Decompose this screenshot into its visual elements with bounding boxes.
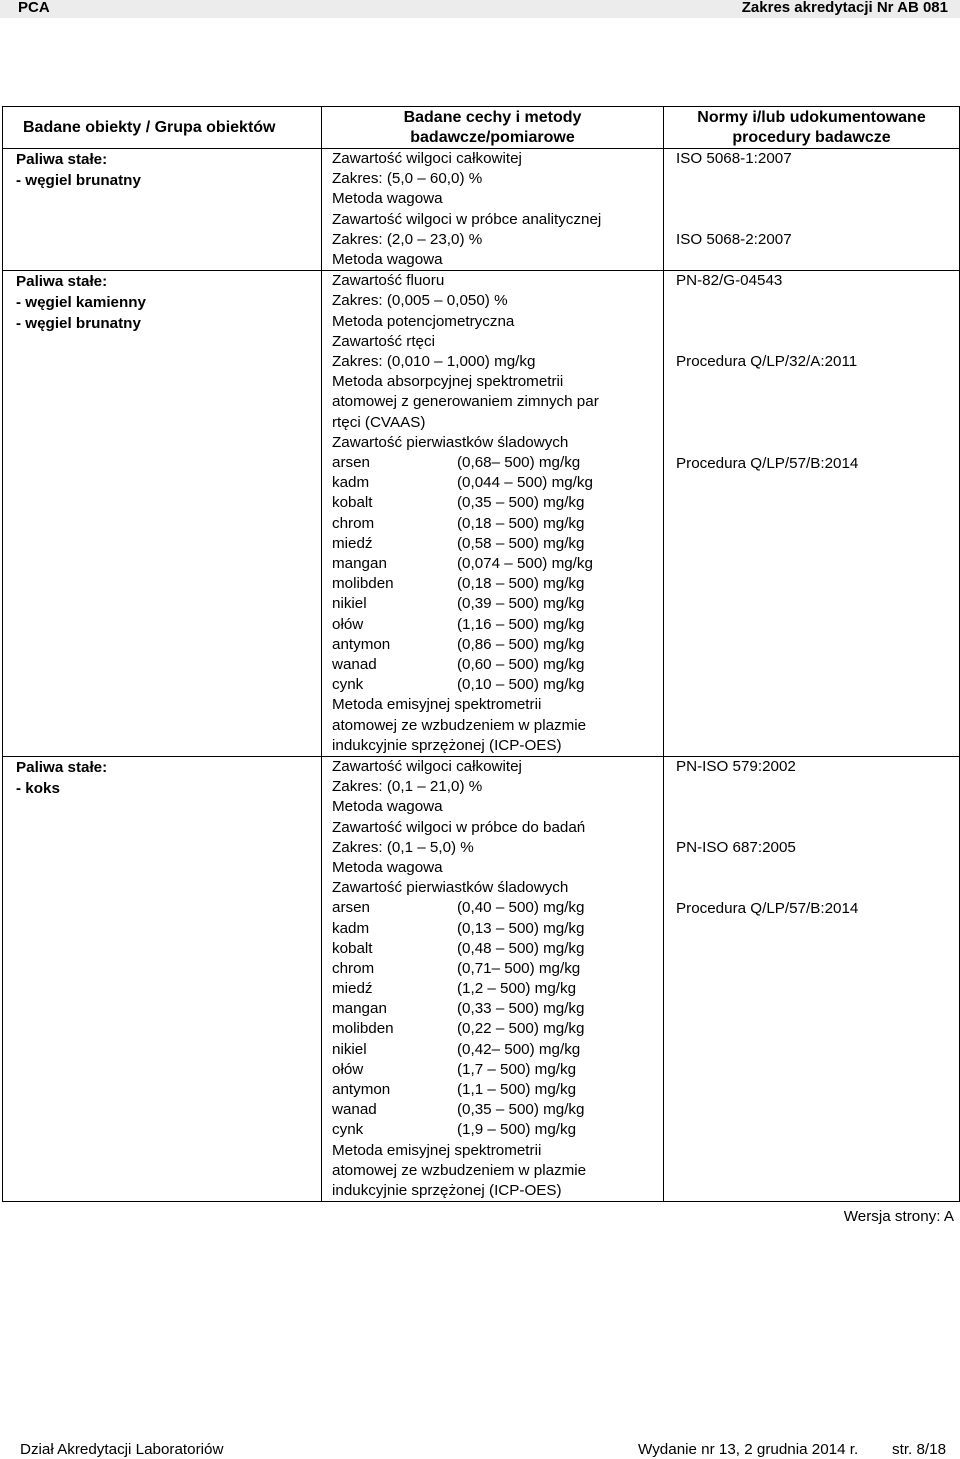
element-name: mangan xyxy=(332,1000,387,1018)
element-range: (0,48 – 500) mg/kg xyxy=(457,939,585,957)
element-name: kobalt xyxy=(332,939,373,957)
element-name: miedź xyxy=(332,534,373,552)
element-name: arsen xyxy=(332,899,370,917)
group-label: Paliwa stałe: - węgiel brunatny xyxy=(3,149,322,271)
header-org: PCA xyxy=(18,0,50,16)
element-name: ołów xyxy=(332,1060,364,1078)
element-name: wanad xyxy=(332,655,377,673)
norms-cell: ISO 5068-1:2007 ISO 5068-2:2007 xyxy=(664,149,960,271)
col-header-objects: Badane obiekty / Grupa obiektów xyxy=(3,107,322,149)
element-row xyxy=(332,534,663,554)
element-range: (0,40 – 500) mg/kg xyxy=(457,899,585,917)
element-range: (1,9 – 500) mg/kg xyxy=(457,1121,577,1139)
norms-cell: PN-82/G-04543 Procedura Q/LP/32/A:2011 Procedura Q/LP/57/B:2014 xyxy=(664,271,960,757)
element-row xyxy=(332,1060,663,1080)
element-name: antymon xyxy=(332,1081,391,1099)
methods-cell: Zawartość wilgoci całkowitej Zakres: (5,0 – 60,0) % Metoda wagowa Zawartość wilgoci w próbce analitycznej Zakres: (2,0 – 23,0) % Metoda wagowa xyxy=(322,149,664,271)
element-row xyxy=(332,574,663,594)
element-row xyxy=(332,1080,663,1100)
group-label: Paliwa stałe: - koks xyxy=(3,756,322,1201)
element-row xyxy=(332,473,663,493)
element-range: (1,16 – 500) mg/kg xyxy=(457,615,585,633)
element-name: chrom xyxy=(332,959,375,977)
element-row xyxy=(332,675,663,695)
element-range: (1,2 – 500) mg/kg xyxy=(457,980,577,998)
element-name: kobalt xyxy=(332,494,373,512)
element-range: (1,7 – 500) mg/kg xyxy=(457,1060,577,1078)
footer-page-number: str. 8/18 xyxy=(892,1441,947,1458)
element-row xyxy=(332,554,663,574)
methods-cell: Zawartość wilgoci całkowitej Zakres: (0,1 – 21,0) % Metoda wagowa Zawartość wilgoci w próbce do badań Zakres: (0,1 – 5,0) % Metoda wagowa Zawartość pierwiastków śladowych arsen (0,40 – 500) mg/kg kadm (0,13 – 500) mg/kg kobalt (0,48 – 500) mg/kg chrom (0,71– 500) mg/kg miedź (1,2 – 500) mg/kg mangan (0,33 – 500) mg/kg molibden (0,22 – 500) mg/kg nikiel (0,42– 500) mg/kg ołów (1,7 – 500) mg/kg antymon (1,1 – 500) mg/kg wanad (0,35 – 500) mg/kg cynk (1,9 – 500) mg/kg Metoda emisyjnej spektrometrii atomowej ze wzbudzeniem w plazmie indukcyjnie sprzężonej (ICP-OES) xyxy=(322,756,664,1201)
element-row xyxy=(332,959,663,979)
element-range: (0,18 – 500) mg/kg xyxy=(457,575,585,593)
element-range: (0,58 – 500) mg/kg xyxy=(457,534,585,552)
element-row xyxy=(332,615,663,635)
element-name: mangan xyxy=(332,554,387,572)
element-list xyxy=(332,453,663,695)
element-name: molibden xyxy=(332,575,394,593)
element-name: ołów xyxy=(332,615,364,633)
element-range: (0,044 – 500) mg/kg xyxy=(457,474,593,492)
element-range: (0,35 – 500) mg/kg xyxy=(457,494,585,512)
element-row xyxy=(332,1100,663,1120)
table-header-row xyxy=(3,107,960,149)
element-range: (0,33 – 500) mg/kg xyxy=(457,1000,585,1018)
element-range: (1,1 – 500) mg/kg xyxy=(457,1081,577,1099)
table-row xyxy=(3,149,960,271)
element-range: (0,35 – 500) mg/kg xyxy=(457,1101,585,1119)
methods-cell: Zawartość fluoru Zakres: (0,005 – 0,050) % Metoda potencjometryczna Zawartość rtęci Zakres: (0,010 – 1,000) mg/kg Metoda absorpcyjnej spektrometrii atomowej z generowaniem zimnych par rtęci (CVAAS) Zawartość pierwiastków śladowych arsen (0,68– 500) mg/kg kadm (0,044 – 500) mg/kg kobalt (0,35 – 500) mg/kg chrom (0,18 – 500) mg/kg miedź (0,58 – 500) mg/kg mangan (0,074 – 500) mg/kg molibden (0,18 – 500) mg/kg nikiel (0,39 – 500) mg/kg ołów (1,16 – 500) mg/kg antymon (0,86 – 500) mg/kg wanad (0,60 – 500) mg/kg cynk (0,10 – 500) mg/kg Metoda emisyjnej spektrometrii atomowej ze wzbudzeniem w plazmie indukcyjnie sprzężonej (ICP-OES) xyxy=(322,271,664,757)
col-header-norms: Normy i/lub udokumentowane procedury badawcze xyxy=(664,107,960,149)
table-row xyxy=(3,271,960,757)
element-row xyxy=(332,453,663,473)
element-range: (0,60 – 500) mg/kg xyxy=(457,655,585,673)
element-row xyxy=(332,1019,663,1039)
element-row xyxy=(332,594,663,614)
element-name: nikiel xyxy=(332,1040,367,1058)
element-range: (0,86 – 500) mg/kg xyxy=(457,635,585,653)
element-row xyxy=(332,635,663,655)
element-name: miedź xyxy=(332,980,373,998)
element-list xyxy=(332,898,663,1140)
page-header xyxy=(0,0,960,18)
footer-edition: Wydanie nr 13, 2 grudnia 2014 r. xyxy=(638,1441,859,1458)
element-range: (0,71– 500) mg/kg xyxy=(457,959,581,977)
element-range: (0,42– 500) mg/kg xyxy=(457,1040,581,1058)
element-range: (0,18 – 500) mg/kg xyxy=(457,514,585,532)
element-name: arsen xyxy=(332,454,370,472)
page-footer xyxy=(0,1441,960,1459)
element-row xyxy=(332,1120,663,1140)
element-name: molibden xyxy=(332,1020,394,1038)
element-range: (0,22 – 500) mg/kg xyxy=(457,1020,585,1038)
table-row xyxy=(3,756,960,1201)
element-name: chrom xyxy=(332,514,375,532)
element-row xyxy=(332,1040,663,1060)
element-name: kadm xyxy=(332,474,370,492)
element-name: wanad xyxy=(332,1101,377,1119)
element-row xyxy=(332,979,663,999)
element-row xyxy=(332,655,663,675)
element-range: (0,10 – 500) mg/kg xyxy=(457,676,585,694)
element-row xyxy=(332,939,663,959)
element-row xyxy=(332,919,663,939)
element-name: cynk xyxy=(332,676,364,694)
element-row xyxy=(332,999,663,1019)
page-version: Wersja strony: A xyxy=(843,1208,954,1225)
element-name: nikiel xyxy=(332,595,367,613)
footer-department: Dział Akredytacji Laboratoriów xyxy=(20,1441,224,1458)
element-range: (0,13 – 500) mg/kg xyxy=(457,919,585,937)
element-name: cynk xyxy=(332,1121,364,1139)
element-row xyxy=(332,514,663,534)
element-row xyxy=(332,493,663,513)
element-range: (0,68– 500) mg/kg xyxy=(457,454,581,472)
group-label: Paliwa stałe: - węgiel kamienny - węgiel brunatny xyxy=(3,271,322,757)
col-header-methods: Badane cechy i metody badawcze/pomiarowe xyxy=(322,107,664,149)
header-scope: Zakres akredytacji Nr AB 081 xyxy=(741,0,948,16)
element-name: antymon xyxy=(332,635,391,653)
norms-cell: PN-ISO 579:2002 PN-ISO 687:2005 Procedura Q/LP/57/B:2014 xyxy=(664,756,960,1201)
element-row xyxy=(332,898,663,918)
element-name: kadm xyxy=(332,919,370,937)
element-range: (0,074 – 500) mg/kg xyxy=(457,554,593,572)
accreditation-table xyxy=(2,106,960,1202)
element-range: (0,39 – 500) mg/kg xyxy=(457,595,585,613)
